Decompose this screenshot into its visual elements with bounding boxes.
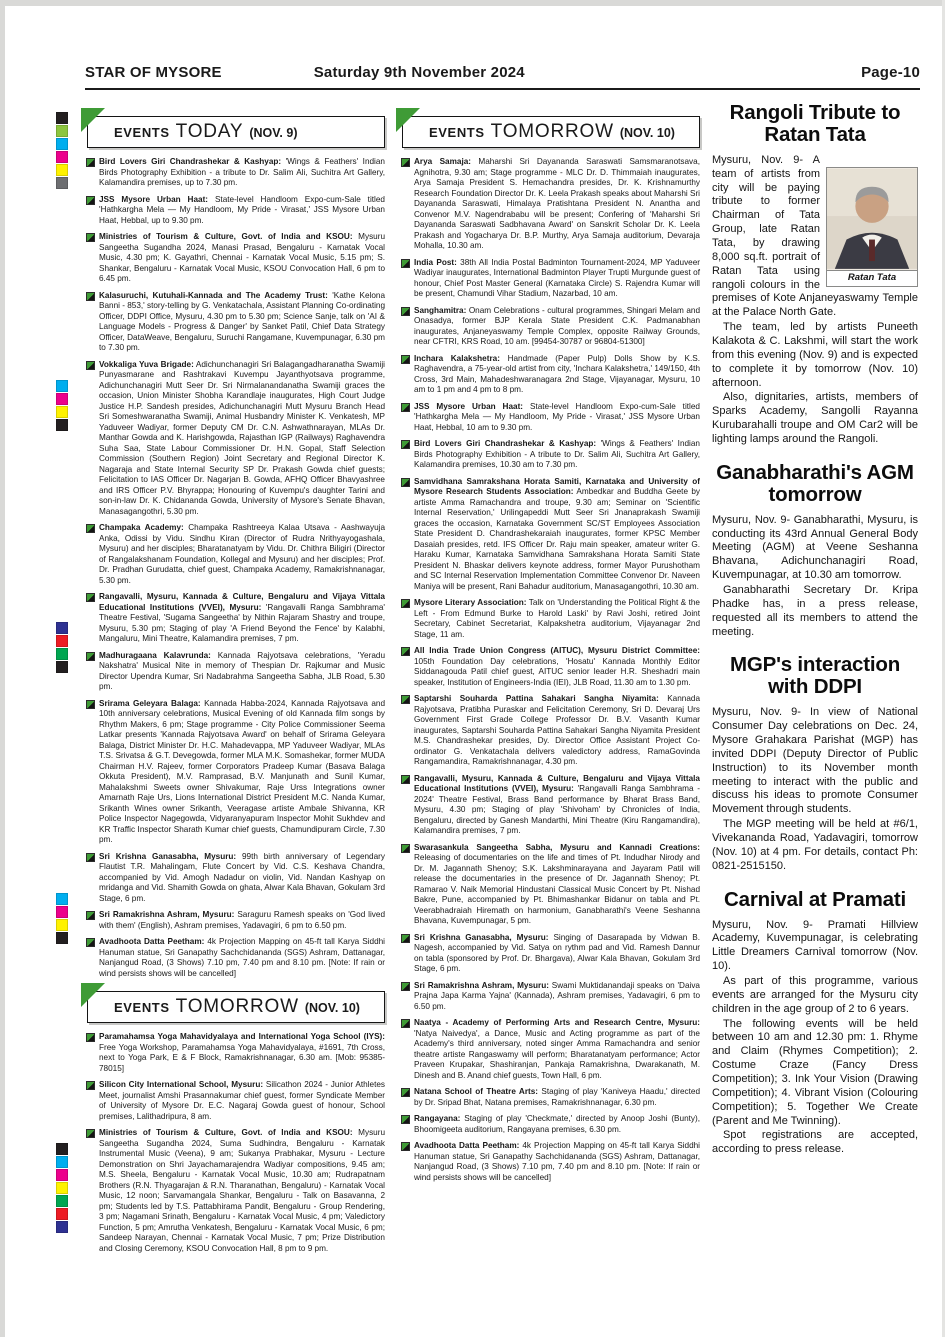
event-lead: Mysore Literary Association:: [414, 598, 527, 607]
event-body: Silicathon 2024 - Junior Athletes Meet, journalist Amshi Prasannakumar chief guest, former Syndicate Member of University of Mysore Dr. E.C. Nagaraj Gowda guest of honour, School premises, Lalithadripura, 8 am.: [99, 1080, 385, 1121]
event-body: 'Rangavalli Ranga Sambhrama - 2024' Theatre Festival, Brass Band performance by Bharat Brass Band, Mysuru, 4.30 pm; Staging of play 'Shivoham' by Chronicles of India, Bengaluru, directed by Ganesh Mandarthi, Mini Theatre (Kiru Rangamandira), Kalamandira premises, 7 pm.: [414, 784, 700, 835]
event-lead: Ministries of Tourism & Culture, Govt. of India and KSOU:: [99, 232, 353, 241]
event-bullet-icon: [87, 854, 94, 861]
color-patch: [56, 1143, 68, 1155]
event-bullet-icon: [402, 479, 409, 486]
event-text: [414, 157, 700, 252]
events-section-header: [87, 991, 385, 1023]
events-date-label: (NOV. 9): [249, 126, 298, 140]
event-item: [87, 1080, 385, 1122]
event-bullet-icon: [402, 983, 409, 990]
event-text: [414, 1087, 700, 1108]
event-item: [402, 354, 700, 396]
event-text: [414, 439, 700, 471]
page-number: Page-10: [861, 64, 920, 81]
event-lead: Sanghamitra:: [414, 305, 467, 315]
event-item: [87, 360, 385, 518]
event-text: [414, 354, 700, 396]
registration-mark-group: [56, 112, 68, 190]
event-lead: Rangayana:: [414, 1114, 461, 1123]
event-item: [402, 774, 700, 837]
event-bullet-icon: [402, 260, 409, 267]
event-item: [402, 933, 700, 975]
color-patch: [56, 1182, 68, 1194]
event-text: [414, 933, 700, 975]
event-body: 105th Foundation Day celebrations, 'Hosatu' Kannada Monthly Editor Siddanagouda Patil chief guest, AITUC senior leader H.R. Sheshadri main speaker, Institution of Engineers-India (IEI), JLB Road, 11.30 am to 1.30 pm.: [414, 656, 700, 687]
event-item: [87, 910, 385, 931]
event-item: [402, 1114, 700, 1135]
event-lead: Sri Ramakrishna Ashram, Mysuru:: [99, 910, 235, 919]
events-list: [400, 157, 700, 1183]
event-lead: Natana School of Theatre Arts:: [414, 1087, 539, 1096]
event-item: [87, 651, 385, 693]
article-body: [712, 919, 918, 1158]
event-body: Mysuru Sangeetha Sugandha 2024, Manasi Prasad, Bengaluru - Karnatak Vocal Music, 4.30 pm; K. Gayathri, Chennai - Karnatak Vocal Music, 5.15 pm; S. Shankar, Bengaluru - Karnatak Vocal Music, KSOU Convocation Hall, 6 pm to 6.45 pm.: [99, 232, 385, 283]
color-patch: [56, 125, 68, 137]
article-paragraph: Ganabharathi Secretary Dr. Kripa Phadke has, in a press release, requested all its members to attend the meeting.: [712, 584, 918, 638]
event-lead: Inchara Kalakshetra:: [414, 353, 500, 363]
event-lead: Rangavalli, Mysuru, Kannada & Culture, Bengaluru and Vijaya Vittala Educational Institutions (VVEI), Mysuru:: [99, 592, 385, 612]
event-lead: Avadhoota Datta Peetham:: [99, 937, 205, 946]
color-patch: [56, 622, 68, 634]
event-lead: India Post:: [414, 257, 457, 267]
registration-marks: [0, 0, 85, 1337]
registration-mark-group: [56, 893, 68, 945]
events-when-label: TOMORROW: [175, 996, 299, 1017]
event-bullet-icon: [402, 776, 409, 783]
event-bullet-icon: [402, 648, 409, 655]
event-body: 99th birth anniversary of Legendary Flautist T.R. Mahalingam, Flute Concert by Vid. C.S. Keshava Chandra, accompanied by Vid. Amogh Nadadur on violin, Vid. Nandan Kashyap on mridanga and Vid. Shamith Gowda on ghata, Alwar Kala Bhavan, Gokulam 3rd Stage, 6 pm.: [99, 851, 385, 903]
event-body: Onam Celebrations - cultural programmes, Shingari Melam and Onasadya, former BJP Kerala State President C.K. Padmanabhan inaugurates, Anjaneyaswamy Temple Complex, opposite Railway Grounds, near CFTRI, KRS Road, 10 am. [99454-30787 or 96804-51300]: [414, 305, 700, 346]
event-bullet-icon: [87, 701, 94, 708]
event-text: [414, 1018, 700, 1081]
event-lead: JSS Mysore Urban Haat:: [99, 194, 209, 204]
photo-block: [826, 167, 918, 287]
registration-mark-group: [56, 380, 68, 432]
event-body: Swami Muktidanandaji speaks on 'Daiva Prajna Japa Karma Yajna' (Kannada), Ashram premises, Yadavagiri, 6 pm to 6.50 pm.: [414, 980, 700, 1011]
events-section-header: [402, 116, 700, 148]
event-bullet-icon: [402, 1143, 409, 1150]
photo-caption: Ratan Tata: [827, 270, 917, 286]
event-lead: All India Trade Union Congress (AITUC), Mysuru District Committee:: [414, 646, 700, 655]
left-column: [85, 108, 385, 1266]
event-item: [402, 843, 700, 927]
event-item: [402, 1087, 700, 1108]
color-patch: [56, 661, 68, 673]
event-item: [402, 981, 700, 1013]
event-text: [414, 1114, 700, 1135]
article-paragraph: Mysuru, Nov. 9- Ganabharathi, Mysuru, is conducting its 43rd Annual General Body Meeting (AGM) at Veene Seshanna Bhavana, Adichunchanagiri Road, Kuvempunagar, at 10.30 am tomorrow.: [712, 513, 918, 582]
article-paragraph: The following events will be held between 10 am and 12.30 pm: 1. Rhyme and Claim (Rhymes Competition); 2. Costume Craze (Fancy Dress Competition); 3. Ink Your Vision (Drawing Competition); 4. Vibrant Vision (Colouring Competition); 5. Together We Create (Parent and Me Twinning).: [712, 1017, 918, 1127]
event-text: [414, 1141, 700, 1183]
event-body: 'Natya Naivedya', a Dance, Music and Acting programme as part of the Academy's third anniversary, noted singer Amma Ramachandra and senior theatre artiste Rangaswamy will perform; Bharatanatyam performance; Actor Praveen Krupakar, Shashiranjan, Pankaja Ramakrishna, Dwarakanath, M. Dinesh and B. Anand chief guests, Town Hall, 6 pm.: [414, 1028, 700, 1080]
event-item: [402, 306, 700, 348]
article-paragraph: Mysuru, Nov. 9- In view of National Consumer Day celebrations on Dec. 24, Mysore Grahakara Parishat (MGP) has invited DDPI (Deputy Director of Public Instruction) to its November month meeting to interact with the public and discuss his ideas to promote Consumer Movement through students.: [712, 706, 918, 816]
event-bullet-icon: [87, 197, 94, 204]
color-patch: [56, 635, 68, 647]
event-lead: Arya Samaja:: [414, 157, 471, 166]
event-lead: Vokkaliga Yuva Brigade:: [99, 359, 194, 369]
event-text: [414, 646, 700, 688]
registration-mark-group: [56, 1143, 68, 1234]
article-title: Ganabharathi's AGM tomorrow: [716, 460, 914, 506]
color-patch: [56, 1195, 68, 1207]
event-lead: Silicon City International School, Mysuru:: [99, 1080, 264, 1089]
event-body: 4k Projection Mapping on 45-ft tall Karya Siddhi Hanuman statue, Sri Ganapathy Sachchidananda (SGS) Ashram, Dattanagar, Nanjangud Road, (3 Shows) 7.10 pm, 7.40 pm and 8.10 pm. [Note: If rain or wind persists shows will be cancelled]: [414, 1141, 700, 1182]
event-text: [414, 598, 700, 640]
event-body: Staging of play 'Kaniveya Haadu,' directed by Dr. Sripad Bhat, Natana premises, Ramakrishnanagar, 6.30 pm.: [414, 1087, 700, 1107]
event-body: Free Yoga Workshop, Paramahamsa Yoga Mahavidyalaya, #1691, 7th Cross, next to Yoga Park, E & F Block, Ramakrishnanagar, 6.30 am. [Mob: 95385-78015]: [99, 1042, 385, 1073]
color-patch: [56, 1208, 68, 1220]
event-item: [87, 523, 385, 586]
events-label: EVENTS: [114, 125, 170, 140]
event-body: Kannada Habba-2024, Kannada Rajyotsava and 10th anniversary celebrations, Musical Evening of old Kannada film songs by Rhythm Makers, 6 pm; Stage programme - City Police Commissioner Seema Latkar presents 'Kannada Rajyotsava Award' on behalf of Srirama Geleyara Balaga, District Minister Dr. H.C. Mahadevappa, MP Yaduveer Wadiyar, MLAs T.S. Srivatsa & G.T. Devegowda, former MLA M.K. Somashekar, former MUDA Chairman H.V. Rajeev, former Corporators Pradeep Kumar (Basava Balaga Okkuta President), M.V. Ramprasad, B.V. Manjunath and Sunil Kumar, Mahalakshmi Sweets owner Shivakumar, Raje Urss Integrations owner Amarnath Raje Urs, Lions International District President M.C. Nanda Kumar, Srikanth Wines owner Srikanth, Veeragase artiste Ambale Shivanna, KR Police Inspector Nagegowda, Vidyaranyapuram Inspector Mohit Sukhdev and KR Traffic Inspector Sharath Kumar chief guests, Chamundipuram Circle, 7.30 pm.: [99, 698, 386, 844]
event-body: Staging of play 'Checkmate,' directed by Anoop Joshi (Bunty), Bhoomigeeta auditorium, Rangayana premises, 6.30 pm.: [414, 1114, 700, 1134]
event-item: [402, 646, 700, 688]
event-item: [87, 699, 385, 846]
news-article: [712, 102, 918, 447]
event-body: State-level Handloom Expo-cum-Sale titled 'Hathkargha Mela — My Handloom, My Pride - Virasat,' JSS Mysore Urban Haat, Hebbal, up to 9.30 pm.: [99, 194, 385, 225]
event-item: [402, 598, 700, 640]
events-date-label: (NOV. 10): [304, 1001, 360, 1015]
event-bullet-icon: [87, 362, 94, 369]
news-article: [712, 654, 918, 873]
event-bullet-icon: [402, 356, 409, 363]
color-patch: [56, 138, 68, 150]
events-list: [85, 1032, 385, 1254]
event-text: [414, 694, 700, 768]
event-bullet-icon: [402, 1116, 409, 1123]
color-patch: [56, 380, 68, 392]
event-text: [99, 232, 385, 285]
event-lead: Champaka Academy:: [99, 523, 184, 532]
events-section: [85, 991, 385, 1254]
color-patch: [56, 177, 68, 189]
events-list: [85, 157, 385, 979]
event-item: [402, 1141, 700, 1183]
color-patch: [56, 419, 68, 431]
event-item: [87, 592, 385, 645]
event-item: [402, 694, 700, 768]
event-bullet-icon: [87, 1034, 94, 1041]
event-bullet-icon: [87, 939, 94, 946]
event-body: Talk on 'Understanding the Political Right & the Left - From Edmund Burke to Harold Laski' by Ravi Joshi, retired Joint Secretary, Cabinet Secretariat, Kalpakshetra auditorium, Vijayanagar 2nd Stage, 11 am.: [414, 598, 700, 639]
event-body: State-level Handloom Expo-cum-Sale titled 'Hathkargha Mela — My Handloom, My Pride - Virasat,' JSS Mysore Urban Haat, Hebbal, 10 am to 9.30 pm.: [414, 401, 700, 432]
event-item: [402, 1018, 700, 1081]
event-text: [99, 157, 385, 189]
event-lead: Sri Krishna Ganasabha, Mysuru:: [414, 932, 549, 942]
color-patch: [56, 406, 68, 418]
news-article: [712, 889, 918, 1158]
event-body: Releasing of documentaries on the life and times of Pt. Indudhar Nirody and Dr. M. Jagannath Shenoy; S.K. Lakshminarayana and Jayaram Patil will release the documentaries in the presence of Dr. Jagannath Shenoy; Pt. Ramarao V. Naik Memorial Hindustani Classical Music Concert by Pt. Nishad Bakre, Pune, accompanied by Pt. Bhimashankar Bidanur on tabla and Pt. Veerabhadraiah Hiremath on harmonium, Ganabharathi's Veene Seshanna Bhavana, Kuvempunagar, 5 pm.: [414, 853, 700, 925]
event-text: [99, 699, 385, 846]
color-patch: [56, 906, 68, 918]
events-section: [400, 116, 700, 1183]
event-bullet-icon: [87, 594, 94, 601]
article-title: MGP's interaction with DDPI: [729, 653, 901, 699]
event-body: Maharshi Sri Dayananda Saraswati Samsmaranotsava, Agnihotra, 9.30 am; Stage programme - MLC Dr. D. Thimmaiah inaugurates, Arya Samaja President S. Hemachandra presides, Dr. K. Krishnamurthy Research Foundation Director Dr. K. Leela Prakash speaks about Maharshi Sri Dayananda Saraswati, Himalaya Pratishtana President N. Anantha and Convenor M.V. Nagendrababu will be present; Confering of 'Maharshi Sri Dayananda Saraswati Sadbhavana Award' on Sanskrit Scholar Dr. K. Leela Prakash and Yogacharya Dr. B.P. Murthy, Arya Samaja auditorium, Devaraja Mohalla, 10.30 am.: [414, 157, 700, 250]
event-bullet-icon: [87, 159, 94, 166]
article-paragraph: Mysuru, Nov. 9- Pramati Hillview Academy, Kuvempunagar, is celebrating Little Dreamers Carnival tomorrow (Nov. 10).: [712, 918, 918, 973]
event-text: [414, 402, 700, 434]
event-lead: Rangavalli, Mysuru, Kannada & Culture, Bengaluru and Vijaya Vittala Educational Institutions (VVEI), Mysuru:: [414, 773, 700, 793]
event-text: [414, 306, 700, 348]
event-text: [99, 523, 385, 586]
event-item: [87, 937, 385, 979]
color-patch: [56, 112, 68, 124]
event-body: Kannada Rajyotsava celebrations, 'Yeradu Nakshatra' Musical Nite in memory of Thespian Dr. Rajkumar and Music Director Upendra Kumar, Sri Nadabrahma Sangeetha Sabha, JLB Road, 5.30 pm.: [99, 650, 386, 691]
registration-mark-group: [56, 622, 68, 674]
event-body: 'Wings & Feathers' Indian Birds Photography Exhibition - A tribute to Dr. Salim Ali, Suchitra Art Gallery, Kalamandira premises, 10.30 am to 7.30 pm.: [414, 439, 700, 469]
article-body: [712, 154, 918, 447]
event-bullet-icon: [87, 1082, 94, 1089]
event-body: Adichunchanagiri Sri Balagangadharanatha Swamiji Punyasmarane and Rashtrakavi Kuvempu Jayanthyotsava programme, Adichunchanagiri Mutt Seer Dr. Sri Nirmalanandanatha Swamiji graces the occasion, Union Minister Shobha Karandlaje inaugurates, High Court Judge Justice H.P. Sandesh presides, Adichunchanagiri Mutt Mysuru Branch Head Sri Someshwaranatha Swamiji, Animal Husbandry Minister K. Venkatesh, MP Yaduveer Wadiyar, former Deputy CM Dr. C.N. Ashwathnarayan, MLAs Dr. Manthar Gowda and K. Harishgowda, Rajasthan IGP (Railways) Raghavendra Suha Saa, State Labour Commissioner Dr. H.N. Gopal, Staff Selection Commission (Southern Region) Joint Secretary and Regional Director K. Nagaraja and State Internal Security SP Dr. Prakash Gowda chief guests; Felicitation to IAS Officer Dr. Nagarjan B. Gowda, AFHQ Officer Bhavyashree and IRS Officer P.V. Bhyrappa; Honouring of Kuvempu's daughter Tarini and son-in-law Dr. K. Chidananda Gowda, University of Mysore's Senate Bhavan, Manasagangothri, 5.30 pm.: [99, 359, 385, 516]
event-lead: Saptarshi Souharda Pattina Sahakari Sangha Niyamita:: [414, 694, 659, 703]
event-body: Handmade (Paper Pulp) Dolls Show by K.S. Raghavendra, a 75-year-old artist from city, 'Inchara Kalakshetra,' 149/150, 4th Cross, 3rd Main, Mahadeshwaranagara 2nd Stage, Vijayanagar, Mysuru, 10 am to 1 pm and 4 pm to 8 pm.: [414, 353, 700, 394]
issue-date: Saturday 9th November 2024: [313, 64, 525, 81]
events-label: EVENTS: [114, 1000, 170, 1015]
event-body: Champaka Rashtreeya Kalaa Utsava - Aashwayuja Anka, Odissi by Vidu. Sindhu Kiran (Director of Rudra Nrithyayogashala, Mysuru) and her disciples; Bharatanatyam by Vidu. Dr. Chithra Biligiri (Director of Rangalakshanam Foundation, Kollegal and Mysuru) and her disciples; Prof. Dr. Pradhan Gurudatta, chief guest, Champaka Academy, Ramakrishnanagar, 5.30 pm.: [99, 523, 385, 585]
events-section: [85, 116, 385, 979]
event-bullet-icon: [402, 600, 409, 607]
article-body: [712, 514, 918, 640]
event-body: Saraguru Ramesh speaks on 'God lived with them' (English), Ashram premises, Yadavagiri, 6 pm to 6.50 pm.: [99, 910, 385, 930]
event-lead: Ministries of Tourism & Culture, Govt. of India and KSOU:: [99, 1128, 353, 1137]
event-lead: Sri Krishna Ganasabha, Mysuru:: [99, 851, 237, 861]
event-bullet-icon: [402, 404, 409, 411]
event-lead: Naatya - Academy of Performing Arts and Research Centre, Mysuru:: [414, 1018, 700, 1027]
event-body: 38th All India Postal Badminton Tournament-2024, MP Yaduveer Wadiyar inaugurates, International Badminton Player Trupti Murgunde guest of honour, Chief Post Master General (Karnataka Circle) S. Rajendra Kumar will be present, Chamundi Vihar Stadium, Nazarbad, 10 am.: [414, 257, 701, 298]
green-fold-icon: [396, 108, 420, 132]
event-text: [99, 1032, 385, 1074]
event-text: [99, 651, 385, 693]
event-body: Singing of Dasarapada by Vidwan B. Nagesh, accompanied by Vid. Satya on rythm pad and Vid. Ramesh Dannur on tabla (sponsored by Prof. Dr. Bhargava), Alwar Kala Bhavan, Gokulam 3rd Stage, 6 pm.: [414, 932, 700, 973]
right-column: [712, 102, 918, 1172]
event-bullet-icon: [87, 653, 94, 660]
article-paragraph: The team, led by artists Puneeth Kalakota & C. Lakshmi, will start the work from this evening (Nov. 9) and is expected to complete it by tomorrow (Nov. 10) afternoon.: [712, 321, 918, 389]
masthead: STAR OF MYSORE: [85, 64, 222, 81]
event-text: [414, 258, 700, 300]
event-item: [402, 157, 700, 252]
event-text: [99, 291, 385, 354]
article-title: Rangoli Tribute to Ratan Tata: [729, 101, 901, 146]
color-patch: [56, 151, 68, 163]
event-text: [99, 592, 385, 645]
page-header: [85, 64, 920, 90]
article-body: [712, 706, 918, 873]
event-item: [87, 1032, 385, 1074]
article-title: Carnival at Pramati: [724, 887, 906, 911]
events-when-label: TODAY: [175, 121, 244, 142]
events-when-label: TOMORROW: [490, 121, 614, 142]
events-section-header: [87, 116, 385, 148]
event-text: [99, 1080, 385, 1122]
event-body: Ambedkar and Buddha Geete by artiste Amma Ramachandra and troupe, 9.30 am; Seminar on 'Scientific Internal Reservation,' Urilingapeddi Mutt Seer Sri Jnanaprakash Swamiji graces the occasion, Karnataka Government SC/ST Employees Association State President D. Chandrashekaraiah inaugurates, former KPSC Member Dasaiah presides, retd. IFS Officer Dr. Raju main speaker, amateur writer G. Haraku Kumar, Karnataka Samvidhana Samrakshana Horata Samiti State President N. Bhaskar delivers keynote address, former Mayor Purushotham and SC Internal Reservation Implementation Committee Convenor Dr. Naveen Maniya will be present, Rani Bahadur auditorium, Manasagangothri, 10.30 am.: [414, 487, 701, 591]
events-date-label: (NOV. 10): [619, 126, 675, 140]
event-bullet-icon: [402, 159, 409, 166]
event-item: [87, 195, 385, 227]
event-bullet-icon: [87, 234, 94, 241]
middle-column: [400, 108, 700, 1195]
event-item: [87, 852, 385, 905]
event-item: [87, 291, 385, 354]
event-bullet-icon: [87, 912, 94, 919]
event-lead: Kalasuruchi, Kutuhali-Kannada and The Academy Trust:: [99, 290, 328, 300]
event-body: 'Wings & Feathers' Indian Birds Photography Exhibition - a tribute to Dr. Salim Ali, Suchitra Art Gallery, Kalamandira premises, up to 7.30 pm.: [99, 157, 385, 187]
event-lead: Srirama Geleyara Balaga:: [99, 698, 201, 708]
article-paragraph: As part of this programme, various events are arranged for the Mysuru city children in the age group of 2 to 6 years.: [712, 974, 918, 1015]
event-lead: JSS Mysore Urban Haat:: [414, 401, 524, 411]
article-paragraph: Spot registrations are accepted, according to press release.: [712, 1129, 918, 1156]
event-item: [402, 402, 700, 434]
event-lead: Samvidhana Samrakshana Horata Samiti, Karnataka and University of Mysore Research Students Association:: [414, 476, 700, 496]
article-paragraph: The MGP meeting will be held at #6/1, Vivekananda Road, Yadavagiri, tomorrow (Nov. 10) at 4 pm. For details, contact Ph: 0821-2515150.: [712, 818, 918, 872]
event-text: [414, 477, 700, 593]
event-bullet-icon: [87, 1130, 94, 1137]
event-lead: Bird Lovers Giri Chandrashekar & Kashyap:: [414, 439, 597, 448]
event-item: [402, 477, 700, 593]
event-item: [87, 232, 385, 285]
event-text: [99, 360, 385, 518]
ratan-tata-photo: [827, 168, 917, 270]
green-fold-icon: [81, 108, 105, 132]
color-patch: [56, 1221, 68, 1233]
event-item: [402, 258, 700, 300]
news-article: [712, 462, 918, 640]
event-item: [87, 1128, 385, 1254]
article-paragraph: Also, dignitaries, artists, members of Sparks Academy, Sangolli Rayanna Kurubarahalli troupe and OM Car2 will be lighting lamps around the Rangoli.: [712, 391, 918, 446]
event-bullet-icon: [402, 696, 409, 703]
event-lead: Madhuragaana Kalavrunda:: [99, 650, 211, 660]
event-body: Mysuru Sangeetha Sugandha 2024, Suma Sudhindra, Bengaluru - Karnatak Instrumental Music (Veena), 9 am; Sukanya Prabhakar, Mysuru - Lecture Demonstration on Shri Jayachamarajendra Wadiyar compositions, 9.45 am; M.S. Sheela, Bengaluru - Karnatak Vocal Music, 10.30 am; Rudrapatnam Brothers (R.N. Thyagarajan & R.N. Tharanathan, Bengaluru) - Karnatak Vocal Music, 12 noon; Sarvamangala Shankar, Bengaluru - Talk on Basavanna, 2 pm; Students led by T.S. Pattabhirama Pandit, Bengaluru - Group Rendering, 3 pm; Nagamani Srinath, Bengaluru - Karnatak Vocal Music, 4 pm; Valedictory Function, 5 pm; Amrutha Venkatesh, Bengaluru - Karnatak Vocal Music, 6 pm; Sandeep Narayan, Chennai - Karnatak Vocal Music, 7 pm; Prize Distribution and Closing Ceremony, KSOU Convocation Hall, 8 pm to 9 pm.: [99, 1128, 385, 1253]
article-paragraph: Mysuru, Nov. 9- A team of artists from city will be paying tribute to former Chairman of Tata Group, late Ratan Tata, by drawing 8,000 sq.ft. portrait of Ratan Tata using rangoli colours in the premises of Kote Anjaneyaswamy Temple at the Palace North Gate.: [712, 153, 918, 319]
event-item: [87, 157, 385, 189]
color-patch: [56, 893, 68, 905]
event-bullet-icon: [402, 845, 409, 852]
event-bullet-icon: [402, 308, 409, 315]
event-lead: Avadhoota Datta Peetham:: [414, 1141, 520, 1150]
event-item: [402, 439, 700, 471]
event-text: [99, 1128, 385, 1254]
color-patch: [56, 164, 68, 176]
events-label: EVENTS: [429, 125, 485, 140]
event-text: [414, 981, 700, 1013]
color-patch: [56, 919, 68, 931]
event-body: Kannada Rajyotsava, Pratibha Puraskar and Felicitation Ceremony, Sri D. Devaraj Urs Government First Grade College Professor Dr. B.V. Vasanth Kumar inaugurates, Saptarshi Souharda Pattina Sahakari Sangha Niyamita President M.S. Chandrashekar presides, Dy. Director Office Assistant Project Co-ordinator G. Venkatachala delivers valedictory address, RamaGovinda Rangamandira, Ramakrishnanagar, 4.30 pm.: [414, 694, 701, 766]
color-patch: [56, 393, 68, 405]
event-text: [99, 910, 385, 931]
event-body: 4k Projection Mapping on 45-ft tall Karya Siddhi Hanuman statue, Sri Ganapathy Sachchidananda (SGS) Ashram, Dattanagar, Nanjangud Road, (3 Shows) 7.10 pm, 7.40 pm and 8.10 pm. [Note: If rain or wind persists shows will be cancelled]: [99, 937, 385, 978]
event-text: [99, 195, 385, 227]
event-body: 'Rangavalli Ranga Sambhrama' Theatre Festival, 'Sugama Sangeetha' by Nithin Rajaram Shastry and troupe, Mysuru, 5.30 pm; Staging of play 'A Friend Beyond the Fence' by Kalabhi, Mangaluru, Mini Theatre, Kalamandira premises, 7 pm.: [99, 602, 385, 643]
event-lead: Swarasankula Sangeetha Sabha, Mysuru and Kannadi Creations:: [414, 842, 700, 852]
event-bullet-icon: [87, 293, 94, 300]
event-bullet-icon: [402, 441, 409, 448]
event-body: 'Kathe Kelona Banni - 853,' story-telling by G. Venkatachala, Assistant Planning Co-ordinating Officer, DDPI Office, Mysuru, 4.30 pm to 5.30 pm; Science Sanje, talk on 'AI & Language Models - Progress & Danger' by Sanket Patil, Chief Data Strategy Officer, DataWeave, Bengaluru, Suruchi Rangamane, Kuvempunagar, 6.30 pm to 7.30 pm.: [99, 290, 386, 352]
event-bullet-icon: [87, 525, 94, 532]
event-text: [99, 937, 385, 979]
color-patch: [56, 932, 68, 944]
color-patch: [56, 1156, 68, 1168]
event-text: [414, 774, 700, 837]
event-bullet-icon: [402, 1089, 409, 1096]
event-bullet-icon: [402, 1020, 409, 1027]
color-patch: [56, 648, 68, 660]
event-lead: Bird Lovers Giri Chandrashekar & Kashyap:: [99, 157, 282, 166]
event-lead: Sri Ramakrishna Ashram, Mysuru:: [414, 980, 549, 990]
event-bullet-icon: [402, 935, 409, 942]
event-text: [414, 843, 700, 927]
green-fold-icon: [81, 983, 105, 1007]
event-lead: Paramahamsa Yoga Mahavidyalaya and International Yoga School (IYS):: [99, 1032, 385, 1041]
page-edge-top: [0, 0, 945, 6]
event-text: [99, 852, 385, 905]
color-patch: [56, 1169, 68, 1181]
